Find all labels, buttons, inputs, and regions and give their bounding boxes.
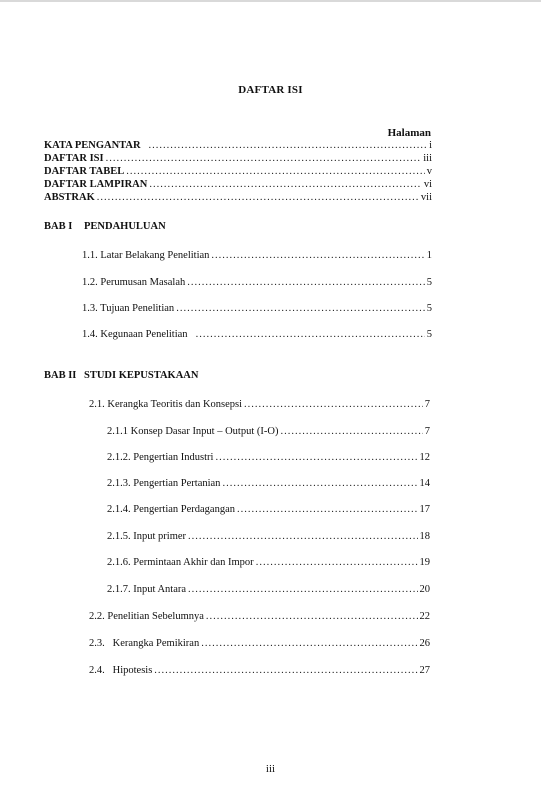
toc-entry-2-2 [89,610,430,623]
toc-entry-daftar-tabel [44,165,432,178]
toc-entry-2-1-3 [107,477,430,490]
toc-entry-label: 2.1.1 Konsep Dasar Input – Output (I-O) [107,426,279,437]
toc-entry-2-3 [89,637,430,650]
chapter-title: STUDI KEPUSTAKAAN [84,370,199,381]
toc-entry-page: 7 [424,399,430,410]
toc-entry-page: 22 [419,611,430,622]
toc-entry-2-1-5 [107,530,430,543]
toc-entry-1-1 [82,249,432,262]
toc-entry-page: 27 [419,665,430,676]
toc-entry-label: 2.4. Hipotesis [89,665,153,676]
toc-entry-label: DAFTAR LAMPIRAN [44,179,148,190]
toc-entry-2-1 [89,398,430,411]
toc-leader-dots [176,302,425,315]
toc-entry-2-1-6 [107,556,430,569]
toc-entry-label: 2.1.4. Pengertian Perdagangan [107,504,236,515]
toc-entry-page: 18 [419,531,430,542]
toc-leader-dots [280,425,422,438]
toc-entry-kata-pengantar [44,139,432,152]
page-title: DAFTAR ISI [238,84,303,96]
toc-entry-page: 20 [419,584,430,595]
toc-entry-page: 26 [419,638,430,649]
toc-entry-2-1-1 [107,425,430,438]
toc-leader-dots [222,477,417,490]
toc-entry-page: i [429,140,432,151]
toc-entry-1-4 [82,328,432,341]
toc-entry-label: 1.2. Perumusan Masalah [82,277,186,288]
toc-entry-page: 12 [419,452,430,463]
toc-entry-2-4 [89,664,430,677]
toc-entry-page: 17 [419,504,430,515]
toc-entry-label: 2.1.3. Pengertian Pertanian [107,478,221,489]
toc-leader-dots [149,178,421,191]
toc-leader-dots [97,191,419,204]
chapter-title: PENDAHULUAN [84,221,166,232]
toc-entry-label: 2.2. Penelitian Sebelumnya [89,611,204,622]
toc-entry-label: 1.3. Tujuan Penelitian [82,303,175,314]
toc-leader-dots [149,139,428,152]
toc-entry-2-1-2 [107,451,430,464]
toc-entry-label: ABSTRAK [44,192,95,203]
toc-entry-label: 2.1. Kerangka Teoritis dan Konsepsi [89,399,243,410]
toc-entry-page: vii [420,192,432,203]
toc-entry-1-3 [82,302,432,315]
chapter-number: BAB I [44,221,73,232]
toc-entry-page: 5 [426,329,432,340]
toc-entry-2-1-7 [107,583,430,596]
toc-entry-page: 5 [426,277,432,288]
toc-entry-page: v [426,166,432,177]
toc-entry-label: 2.3. Kerangka Pemikiran [89,638,200,649]
toc-leader-dots [211,249,424,262]
toc-leader-dots [201,637,417,650]
toc-leader-dots [256,556,418,569]
toc-entry-page: 1 [426,250,432,261]
toc-leader-dots [154,664,417,677]
chapter-heading-bab-2 [44,370,198,381]
toc-entry-page: 5 [426,303,432,314]
toc-entry-page: 19 [419,557,430,568]
chapter-heading-bab-1 [44,221,166,232]
chapter-number: BAB II [44,370,77,381]
toc-entry-label: 2.1.5. Input primer [107,531,187,542]
toc-entry-label: 2.1.7. Input Antara [107,584,187,595]
page-column-header: Halaman [387,127,431,139]
toc-leader-dots [206,610,418,623]
toc-entry-daftar-lampiran [44,178,432,191]
toc-entry-page: 14 [419,478,430,489]
toc-leader-dots [237,503,417,516]
page-number: iii [265,763,276,775]
toc-entry-abstrak [44,191,432,204]
toc-entry-1-2 [82,276,432,289]
toc-leader-dots [196,328,425,341]
toc-entry-label: 2.1.6. Permintaan Akhir dan Impor [107,557,254,568]
toc-leader-dots [126,165,425,178]
toc-entry-label: 2.1.2. Pengertian Industri [107,452,214,463]
toc-entry-label: DAFTAR TABEL [44,166,125,177]
toc-leader-dots [187,276,425,289]
toc-entry-2-1-4 [107,503,430,516]
toc-entry-label: 1.1. Latar Belakang Penelitian [82,250,210,261]
toc-entry-label: 1.4. Kegunaan Penelitian [82,329,188,340]
toc-leader-dots [188,583,417,596]
toc-entry-page: iii [423,153,432,164]
toc-entry-label: DAFTAR ISI [44,153,104,164]
toc-entry-page: vi [423,179,432,190]
toc-entry-page: 7 [424,426,430,437]
toc-entry-label: KATA PENGANTAR [44,140,141,151]
toc-leader-dots [215,451,417,464]
toc-leader-dots [188,530,417,543]
top-edge-rule [0,0,541,2]
toc-entry-daftar-isi [44,152,432,165]
toc-leader-dots [244,398,423,411]
toc-leader-dots [106,152,422,165]
